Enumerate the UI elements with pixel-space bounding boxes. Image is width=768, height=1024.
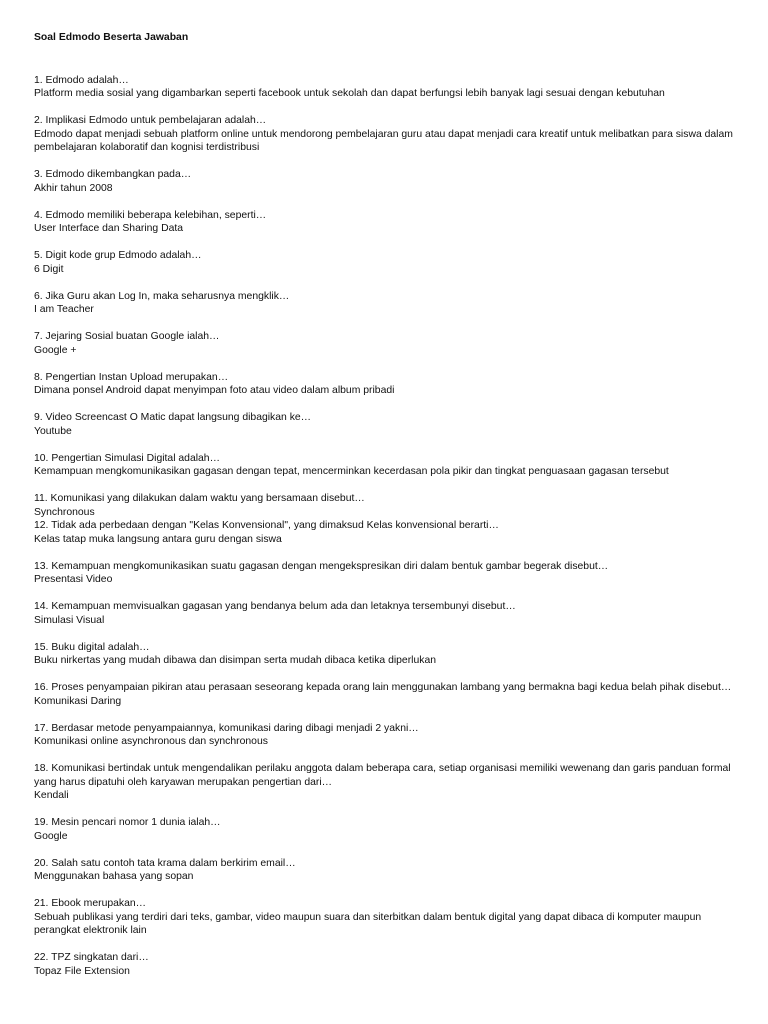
spacer: [34, 803, 734, 817]
qa-item: [34, 168, 734, 195]
answer-text: Youtube: [34, 425, 72, 437]
qa-item: [34, 492, 734, 519]
qa-item: [34, 560, 734, 587]
answer-text: Kemampuan mengkomunikasikan gagasan dengan tepat, mencerminkan kecerdasan pola pikir dan tingkat penguasaan gagasan tersebut: [34, 466, 669, 477]
question-text: 20. Salah satu contoh tata krama dalam berkirim email…: [34, 857, 296, 869]
question-text: 9. Video Screencast O Matic dapat langsung dibagikan ke…: [34, 412, 312, 423]
answer-text: Kendali: [34, 790, 69, 801]
question-text: 14. Kemampuan memvisualkan gagasan yang bendanya belum ada dan letaknya tersembunyi disebut…: [34, 601, 516, 612]
answer-text: Dimana ponsel Android dapat menyimpan foto atau video dalam album pribadi: [34, 385, 395, 396]
spacer: [34, 627, 734, 641]
qa-item: [34, 857, 734, 884]
answer-text: Google: [34, 830, 68, 842]
spacer: [34, 155, 734, 169]
qa-item: [34, 452, 734, 479]
question-text: 4. Edmodo memiliki beberapa kelebihan, seperti…: [34, 209, 267, 221]
question-text: 10. Pengertian Simulasi Digital adalah…: [34, 452, 220, 464]
question-text: 17. Berdasar metode penyampaiannya, komunikasi daring dibagi menjadi 2 yakni…: [34, 722, 419, 734]
spacer: [34, 884, 734, 898]
qa-item: [34, 209, 734, 236]
qa-item: [34, 762, 734, 803]
qa-item: [34, 897, 734, 938]
spacer: [34, 708, 734, 722]
qa-item: [34, 114, 734, 155]
answer-text: User Interface dan Sharing Data: [34, 223, 184, 234]
answer-text: Akhir tahun 2008: [34, 182, 113, 194]
answer-text: Synchronous: [34, 506, 95, 518]
question-text: 1. Edmodo adalah…: [34, 74, 129, 86]
question-text: 16. Proses penyampaian pikiran atau perasaan seseorang kepada orang lain menggunakan lambang yang bermakna bagi kedua belah pihak disebut…: [34, 682, 732, 693]
spacer: [34, 479, 734, 493]
spacer: [34, 195, 734, 209]
question-text: 12. Tidak ada perbedaan dengan "Kelas Konvensional", yang dimaksud Kelas konvensional berarti…: [34, 520, 499, 531]
answer-text: Menggunakan bahasa yang sopan: [34, 871, 194, 882]
spacer: [34, 749, 734, 763]
qa-item: [34, 519, 734, 546]
answer-text: Edmodo dapat menjadi sebuah platform online untuk mendorong pembelajaran guru atau dapat menjadi cara kreatif untuk melibatkan para siswa dalam pembelajaran kolaboratif dan kognisi terdistribusi: [34, 128, 733, 153]
question-text: 8. Pengertian Instan Upload merupakan…: [34, 371, 229, 383]
spacer: [34, 938, 734, 952]
qa-item: [34, 330, 734, 357]
spacer: [34, 236, 734, 250]
spacer: [34, 546, 734, 560]
answer-text: Komunikasi Daring: [34, 695, 122, 707]
qa-item: [34, 722, 734, 749]
question-text: 22. TPZ singkatan dari…: [34, 952, 149, 963]
spacer: [34, 438, 734, 452]
answer-text: Google +: [34, 344, 77, 356]
question-text: 6. Jika Guru akan Log In, maka seharusnya mengklik…: [34, 290, 290, 302]
qa-list: [34, 74, 734, 979]
spacer: [34, 101, 734, 115]
answer-text: 6 Digit: [34, 263, 64, 275]
answer-text: Komunikasi online asynchronous dan synchronous: [34, 736, 268, 747]
spacer: [34, 843, 734, 857]
qa-item: [34, 951, 734, 978]
qa-item: [34, 249, 734, 276]
question-text: 5. Digit kode grup Edmodo adalah…: [34, 250, 202, 261]
question-text: 11. Komunikasi yang dilakukan dalam waktu yang bersamaan disebut…: [34, 493, 365, 504]
answer-text: Presentasi Video: [34, 574, 113, 585]
question-text: 15. Buku digital adalah…: [34, 641, 150, 653]
question-text: 7. Jejaring Sosial buatan Google ialah…: [34, 331, 220, 342]
question-text: 13. Kemampuan mengkomunikasikan suatu gagasan dengan mengekspresikan diri dalam bentuk gambar begerak disebut…: [34, 560, 609, 572]
question-text: 21. Ebook merupakan…: [34, 898, 147, 909]
spacer: [34, 317, 734, 331]
question-text: 3. Edmodo dikembangkan pada…: [34, 169, 192, 180]
qa-item: [34, 74, 734, 101]
qa-item: [34, 681, 734, 708]
answer-text: Sebuah publikasi yang terdiri dari teks, gambar, video maupun suara dan siterbitkan dalam bentuk digital yang dapat dibaca di komputer maupun perangkat elektronik lain: [34, 911, 702, 936]
question-text: 19. Mesin pencari nomor 1 dunia ialah…: [34, 817, 221, 828]
spacer: [34, 668, 734, 682]
qa-item: [34, 600, 734, 627]
answer-text: I am Teacher: [34, 304, 94, 315]
answer-text: Topaz File Extension: [34, 965, 130, 977]
qa-item: [34, 816, 734, 843]
answer-text: Kelas tatap muka langsung antara guru dengan siswa: [34, 533, 282, 545]
qa-item: [34, 290, 734, 317]
answer-text: Buku nirkertas yang mudah dibawa dan disimpan serta mudah dibaca ketika diperlukan: [34, 655, 437, 666]
spacer: [34, 357, 734, 371]
spacer: [34, 587, 734, 601]
question-text: 18. Komunikasi bertindak untuk mengendalikan perilaku anggota dalam beberapa cara, setiap organisasi memiliki wewenang dan garis panduan formal yang harus dipatuhi oleh karyawan merupakan pengertian dari…: [34, 763, 731, 788]
document-title: Soal Edmodo Beserta Jawaban: [34, 32, 189, 43]
answer-text: Platform media sosial yang digambarkan seperti facebook untuk sekolah dan dapat berfungsi lebih banyak lagi sesuai dengan kebutuhan: [34, 88, 665, 99]
spacer: [34, 398, 734, 412]
qa-item: [34, 371, 734, 398]
answer-text: Simulasi Visual: [34, 614, 105, 626]
qa-item: [34, 411, 734, 438]
qa-item: [34, 641, 734, 668]
document-page: [34, 31, 734, 978]
spacer: [34, 276, 734, 290]
question-text: 2. Implikasi Edmodo untuk pembelajaran adalah…: [34, 115, 267, 126]
